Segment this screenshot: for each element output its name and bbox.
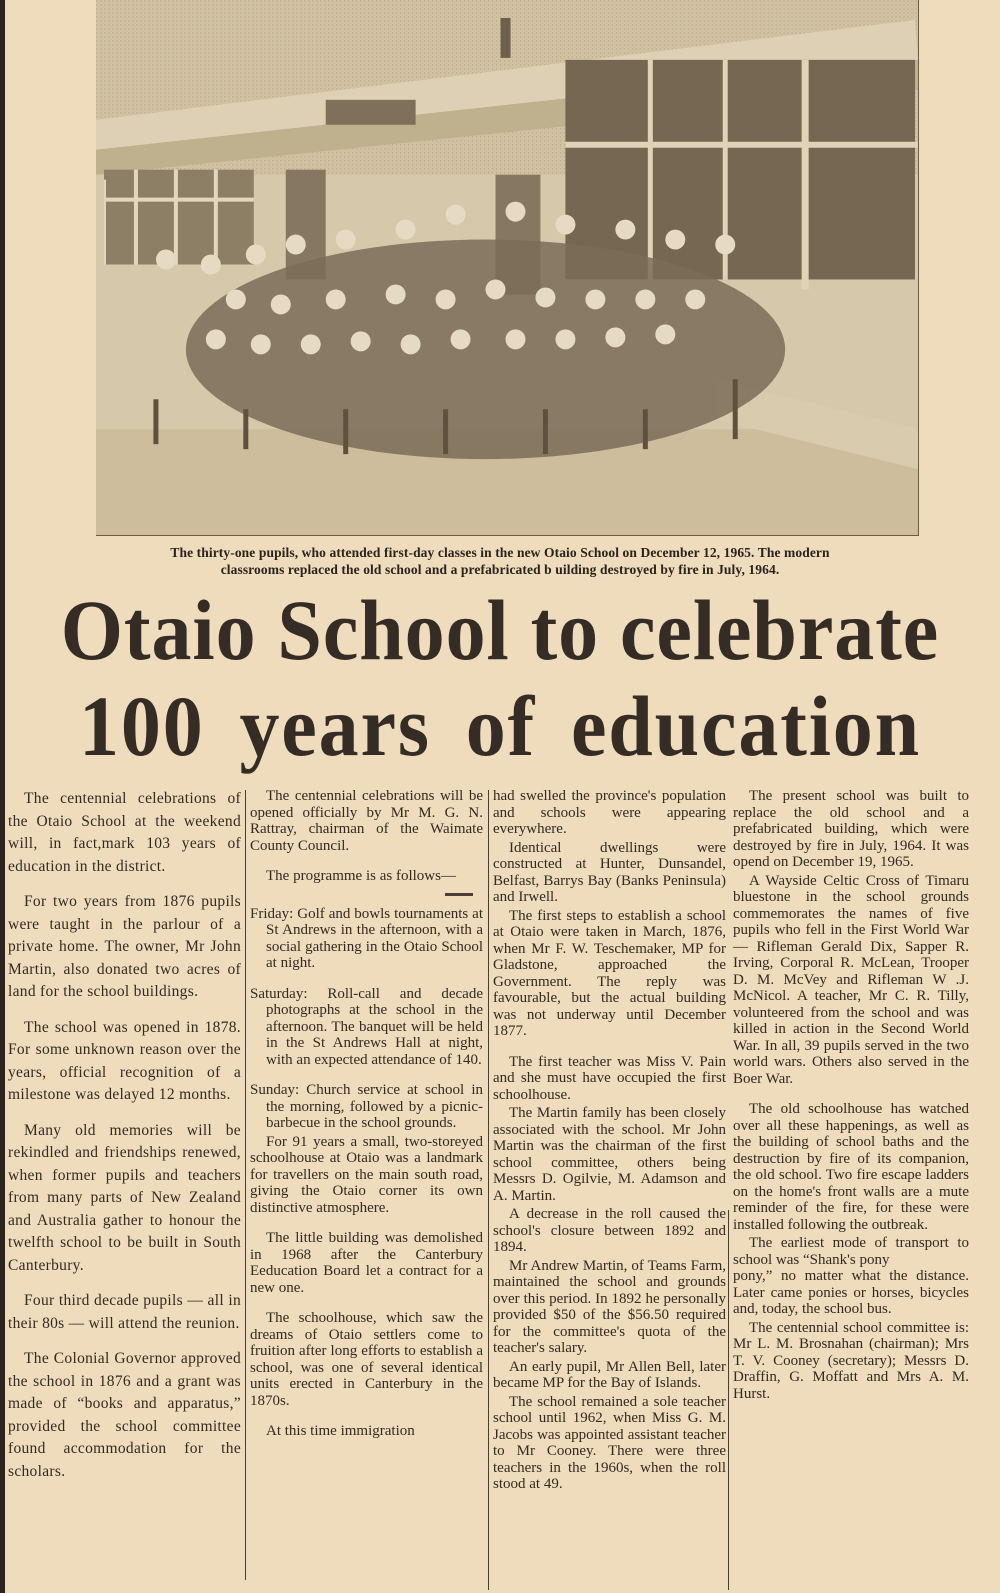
programme-text: Roll-call and decade photographs at the school in the afternoon. The banquet will be held in the St Andrews Hall at night, with an expected attendance of 140. [266,985,483,1068]
section-divider [445,893,473,896]
school-group-photo [96,0,919,536]
paragraph: An early pupil, Mr Allen Bell, later became MP for the Bay of Islands. [493,1358,726,1391]
paragraph: A Wayside Celtic Cross of Timaru bluestone in the school grounds commemorates the names of five pupils who fell in the First World War — Rifleman Gerald Dix, Sapper R. Irving, Corporal R. McLean, Trooper D. M. McVey and Rifleman W .J. McNicol. A teacher, Mr C. R. Tilly, volunteered from the school and was killed in action in the Second World War. In all, 39 pupils served in the two world wars. Others also served in the Boer War. [733,872,969,1087]
programme-text: Church service at school in the morning, followed by a picnic-barbecue in the school grounds. [266,1082,483,1131]
programme-day: Sunday: [250,1082,300,1098]
headline-line-2: 100 years of education [79,678,921,774]
paragraph: For two years from 1876 pupils were taught in the parlour of a private home. The owner, Mr John Martin, also donated two acres of land for the school buildings. [8,893,241,1000]
caption-line-1: The thirty-one pupils, who attended first-day classes in the new Otaio School on December 12, 1965. The modern [170,545,830,560]
column-rule-3 [728,1210,729,1590]
programme-intro: The programme is as follows— [266,868,456,884]
programme-day: Friday: [250,905,294,922]
headline [35,582,965,774]
paragraph: For 91 years a small, two-storeyed schoolhouse at Otaio was a landmark for travellers on the main south road, giving the Otaio corner its own distinctive atmosphere. [250,1133,483,1216]
programme-item-friday [250,906,483,972]
paragraph: The present school was built to replace the old school and a prefabricated building, which were destroyed by fire in July, 1964. It was opend on December 19, 1965. [733,788,969,870]
caption-line-2: classrooms replaced the old school and a prefabricated b uilding destroyed by fire in July, 1964. [220,562,780,577]
photo-caption [20,544,980,578]
paragraph: The Colonial Governor approved the school in 1876 and a grant was made of “books and apparatus,” provided the school committee found accommodation for the scholars. [8,1350,241,1480]
article-column-2 [250,788,483,1440]
paragraph: The school was opened in 1878. For some unknown reason over the years, official recognition of a milestone was delayed 12 months. [8,1018,241,1103]
paragraph: The centennial celebrations of the Otaio School at the weekend will, in fact,mark 103 years of education in the district. [8,790,241,875]
paragraph: Many old memories will be rekindled and friendships renewed, when former pupils and teachers from many parts of New Zealand and Australia gather to honour the twelfth school to be built in South Canterbury. [8,1121,241,1274]
photo-illustration [96,0,918,535]
paragraph: The school remained a sole teacher school until 1962, when Miss G. M. Jacobs was appointed assistant teacher to Mr Cooney. There were three teachers in the 1960s, when the roll stood at 49. [493,1393,726,1492]
paragraph: The earliest mode of transport to school was “Shank's pony [733,1235,969,1268]
paragraph: The schoolhouse, which saw the dreams of Otaio settlers come to fruition after long efforts to establish a school, was one of several identical units erected in Canterbury in the 1870s. [250,1310,483,1409]
programme-text: Golf and bowls tournaments at St Andrews in the afternoon, with a social gathering in the Otaio School at night. [266,905,483,971]
headline-line-1: Otaio School to celebrate [60,582,940,678]
paragraph: The little building was demolished in 1968 after the Canterbury Eeducation Board let a contract for a new one. [250,1230,483,1296]
column-rule-2 [488,790,489,1590]
paragraph: Mr Andrew Martin, of Teams Farm, maintained the school and grounds over this period. In 1892 he personally provided $50 of the $56.50 required for the committee's quota of the teacher's salary. [493,1257,726,1356]
paragraph: The first teacher was Miss V. Pain and she must have occupied the first schoolhouse. [493,1053,726,1103]
programme-day: Saturday: [250,985,308,1002]
paragraph: Four third decade pupils — all in their 80s — will attend the reunion. [8,1292,241,1332]
paragraph: The old schoolhouse has watched over all these happenings, as well as the building of school baths and the destruction by fire of its companion, the old school. Two fire escape ladders on the home's front walls are a mute reminder of the fire, for these were installed following the outbreak. [733,1101,969,1233]
programme-item-saturday [250,986,483,1069]
paragraph: The Martin family has been closely associated with the school. Mr John Martin was the chairman of the first school committee, others being Messrs D. Ogilvie, M. Adamson and A. Martin. [493,1105,726,1204]
paragraph: Identical dwellings were constructed at Hunter, Dunsandel, Belfast, Barrys Bay (Banks Peninsula) and Irwell. [493,839,726,905]
article-column-4 [733,788,969,1402]
article-column-1 [8,788,241,1483]
article-column-3 [493,788,726,1493]
paragraph: At this time immigration [266,1423,415,1439]
paragraph: had swelled the province's population and schools were appearing everywhere. [493,788,726,837]
paragraph: A decrease in the roll caused the school's closure between 1892 and 1894. [493,1206,726,1255]
paragraph: The centennial celebrations will be opened officially by Mr M. G. N. Rattray, chairman of the Waimate County Council. [250,788,483,854]
column-rule-1 [245,790,246,1580]
paragraph: pony,” no matter what the distance. Later came ponies or horses, bicycles and, today, the school bus. [733,1268,969,1317]
programme-item-sunday [250,1082,483,1132]
paragraph: The first steps to establish a school at Otaio were taken in March, 1876, when Mr F. W. Teschemaker, MP for Gladstone, approached the Government. The reply was favourable, but the actual building was not underway until December 1877. [493,907,726,1039]
page-edge [0,0,5,1593]
paragraph: The centennial school committee is: Mr L. M. Brosnahan (chairman); Mrs T. V. Cooney (secretary); Messrs D. Draffin, G. Moffatt and Mrs A. M. Hurst. [733,1319,969,1402]
